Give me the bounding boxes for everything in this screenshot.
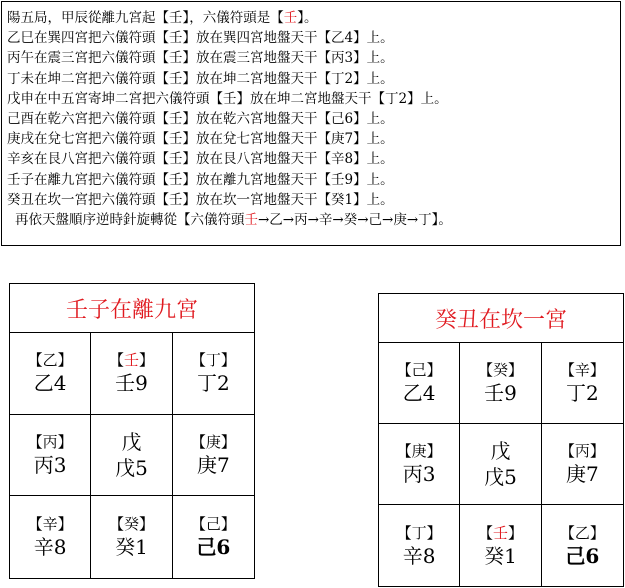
heaven-plate-stem: 【辛】 <box>559 361 605 379</box>
earth-plate-stem: 壬9 <box>115 371 148 396</box>
heaven-plate-stem: 【己】 <box>396 361 442 379</box>
palace-cell <box>91 415 172 497</box>
earth-plate-stem: 庚7 <box>565 462 599 486</box>
grid-body <box>10 333 254 578</box>
heaven-plate-stem: 【壬】 <box>477 523 524 542</box>
palace-cell <box>10 333 91 415</box>
palace-cell <box>173 496 254 578</box>
earth-plate-stem: 辛8 <box>33 535 67 560</box>
grid-title: 癸丑在坎一宮 <box>379 294 623 343</box>
palace-cell <box>379 505 460 586</box>
earth-plate-stem: 丁2 <box>565 381 599 405</box>
heaven-plate-stem: 【庚】 <box>396 442 442 460</box>
text-segment: →乙→丙→辛→癸→己→庚→丁】。 <box>258 212 452 229</box>
palace-cell <box>91 333 172 415</box>
heaven-plate-stem: 【丁】 <box>190 351 236 370</box>
palace-grid-renzi <box>9 283 255 579</box>
heaven-plate-stem: 【丙】 <box>27 432 73 451</box>
text-line <box>7 48 620 68</box>
earth-plate-stem: 丙3 <box>402 462 436 486</box>
palace-cell <box>379 424 460 505</box>
earth-plate-stem: 辛8 <box>402 543 436 568</box>
heaven-plate-stem: 【丁】 <box>396 523 442 542</box>
earth-plate-stem: 乙4 <box>33 371 67 396</box>
explanation-text-box <box>1 1 621 246</box>
earth-plate-stem: 戊5 <box>484 465 517 489</box>
text-segment: 】。 <box>297 10 318 26</box>
earth-plate-stem: 壬9 <box>484 381 517 405</box>
text-line <box>7 8 620 28</box>
earth-plate-stem: 丙3 <box>33 452 67 477</box>
grid-title: 壬子在離九宮 <box>10 284 254 333</box>
text-segment: 再依天盤順序逆時針旋轉從【六儀符頭 <box>15 212 245 229</box>
palace-grid-guichou <box>378 293 624 587</box>
earth-plate-stem: 己6 <box>196 535 231 560</box>
palace-cell <box>460 505 541 586</box>
text-line <box>7 89 620 109</box>
earth-plate-stem: 癸1 <box>484 543 517 568</box>
heaven-plate-stem: 【己】 <box>190 515 236 534</box>
text-line <box>7 170 620 190</box>
grid-body <box>379 343 623 586</box>
palace-cell <box>91 496 172 578</box>
heaven-plate-stem: 【癸】 <box>108 515 154 534</box>
text-segment: 丙午在震三宮把六儀符頭【壬】放在震三宮地盤天干【丙3】上。 <box>7 50 394 67</box>
palace-cell <box>173 333 254 415</box>
earth-plate-stem: 癸1 <box>115 535 148 560</box>
heaven-plate-stem: 【乙】 <box>559 523 605 542</box>
earth-plate-stem: 乙4 <box>402 381 436 405</box>
text-line <box>7 210 620 230</box>
palace-cell <box>460 343 541 424</box>
palace-cell <box>542 424 623 505</box>
palace-cell <box>10 496 91 578</box>
text-segment: 陽五局，甲辰從離九宮起【壬】，六儀符頭是【 <box>7 10 284 26</box>
heaven-plate-stem: 戊 <box>121 429 142 454</box>
palace-cell <box>10 415 91 497</box>
palace-cell <box>542 343 623 424</box>
heaven-plate-stem: 【癸】 <box>477 361 523 379</box>
earth-plate-stem: 丁2 <box>196 371 230 396</box>
text-line <box>7 129 620 149</box>
text-line <box>7 190 620 210</box>
text-line <box>7 69 620 89</box>
palace-cell <box>542 505 623 586</box>
text-segment: 戊申在中五宮寄坤二宮把六儀符頭【壬】放在坤二宮地盤天干【丁2】上。 <box>7 90 448 107</box>
text-segment: 乙巳在巽四宮把六儀符頭【壬】放在巽四宮地盤天干【乙4】上。 <box>7 30 394 47</box>
text-line <box>7 149 620 169</box>
heaven-plate-stem: 【壬】 <box>108 351 155 370</box>
text-segment: 癸丑在坎一宮把六儀符頭【壬】放在坎一宮地盤天干【癸1】上。 <box>7 191 394 208</box>
palace-cell <box>379 343 460 424</box>
text-line <box>7 109 620 129</box>
earth-plate-stem: 庚7 <box>196 452 230 477</box>
text-segment: 庚戌在兌七宮把六儀符頭【壬】放在兌七宮地盤天干【庚7】上。 <box>7 131 394 148</box>
heaven-plate-stem: 【丙】 <box>559 442 605 460</box>
heaven-plate-stem: 戊 <box>490 439 511 463</box>
palace-cell <box>173 415 254 497</box>
text-segment: 辛亥在艮八宮把六儀符頭【壬】放在艮八宮地盤天干【辛8】上。 <box>7 151 394 168</box>
earth-plate-stem: 戊5 <box>115 455 148 480</box>
text-segment: 丁未在坤二宮把六儀符頭【壬】放在坤二宮地盤天干【丁2】上。 <box>7 70 394 87</box>
text-line <box>7 28 620 48</box>
earth-plate-stem: 己6 <box>565 543 600 568</box>
heaven-plate-stem: 【庚】 <box>190 432 236 451</box>
palace-cell <box>460 424 541 505</box>
highlight-text: 壬 <box>244 212 258 229</box>
heaven-plate-stem: 【乙】 <box>27 351 73 370</box>
text-segment: 己酉在乾六宮把六儀符頭【壬】放在乾六宮地盤天干【己6】上。 <box>7 111 394 128</box>
text-segment: 壬子在離九宮把六儀符頭【壬】放在離九宮地盤天干【壬9】上。 <box>7 171 394 188</box>
heaven-plate-stem: 【辛】 <box>27 515 73 534</box>
highlight-text: 壬 <box>283 10 298 26</box>
